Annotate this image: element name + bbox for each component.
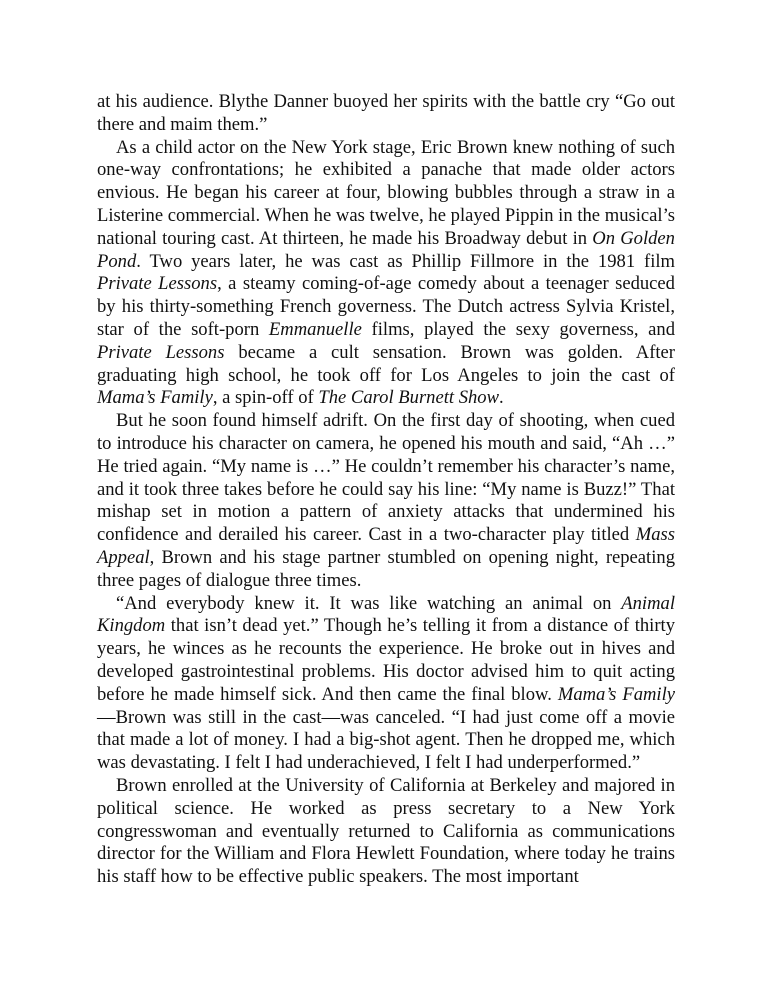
paragraph-text: became a cult sensation. Brown was golden. After graduating high school, he took off for Los Angeles to join the cast of (97, 341, 675, 386)
paragraph-text: —Brown was still in the cast—was canceled. “I had just come off a movie that made a lot of money. I had a big-shot agent. Then he dropped me, which was devastating. I felt I had underachieved, I felt I had underperformed.” (97, 706, 675, 774)
italic-title-text: Private Lessons (97, 341, 225, 363)
page-body-text (97, 91, 675, 889)
paragraph (97, 91, 675, 137)
paragraph-text: at his audience. Blythe Danner buoyed her spirits with the battle cry “Go out there and maim them.” (97, 91, 675, 135)
italic-title-text: Mama’s Family (97, 387, 213, 409)
italic-title-text: Mass Appeal (97, 524, 675, 568)
paragraph-text: . Two years later, he was cast as Phillip Fillmore in the 1981 film (136, 250, 675, 272)
paragraph-text: As a child actor on the New York stage, Eric Brown knew nothing of such one-way confrontations; he exhibited a panache that made older actors envious. He began his career at four, blowing bubbles through a straw in a Listerine commercial. When he was twelve, he played Pippin in the musical’s national touring cast. At thirteen, he made his Broadway debut in (97, 136, 675, 249)
paragraph (97, 410, 675, 592)
paragraph-text: . (499, 387, 504, 409)
paragraph-text: Brown enrolled at the University of California at Berkeley and majored in political science. He worked as press secretary to a New York congresswoman and eventually returned to California as communications director for the William and Flora Hewlett Foundation, where today he trains his staff how to be effective public speakers. The most important (97, 774, 675, 888)
paragraph-text: , Brown and his stage partner stumbled on opening night, repeating three pages of dialogue three times. (97, 546, 675, 591)
paragraph (97, 137, 675, 411)
paragraph-text: that isn’t dead yet.” Though he’s telling it from a distance of thirty years, he winces as he recounts the experience. He broke out in hives and developed gastrointestinal problems. His doctor advised him to quit acting before he made himself sick. And then came the final blow. (97, 615, 675, 705)
paragraph-text: But he soon found himself adrift. On the first day of shooting, when cued to introduce his character on camera, he opened his mouth and said, “Ah …” He tried again. “My name is …” He couldn’t remember his character’s name, and it took three takes before he could say his line: “My name is Buzz!” That mishap set in motion a pattern of anxiety attacks that undermined his confidence and derailed his career. Cast in a two-character play titled (97, 410, 675, 546)
paragraph-text: , a spin-off of (212, 387, 319, 409)
paragraph-text: “And everybody knew it. It was like watching an animal on (116, 592, 622, 614)
paragraph-text: , a steamy coming-of-age comedy about a teenager seduced by his thirty-something French governess. The Dutch actress Sylvia Kristel, star of the soft-porn (97, 273, 675, 340)
paragraph-text: films, played the sexy governess, and (361, 318, 675, 340)
italic-title-text: On Golden Pond (97, 227, 675, 272)
italic-title-text: Private Lessons (97, 273, 218, 295)
paragraph (97, 593, 675, 775)
paragraph (97, 775, 675, 889)
italic-title-text: The Carol Burnett Show (318, 387, 499, 409)
italic-title-text: Mama’s Family (557, 683, 676, 705)
italic-title-text: Animal Kingdom (97, 592, 675, 637)
italic-title-text: Emmanuelle (268, 318, 362, 340)
